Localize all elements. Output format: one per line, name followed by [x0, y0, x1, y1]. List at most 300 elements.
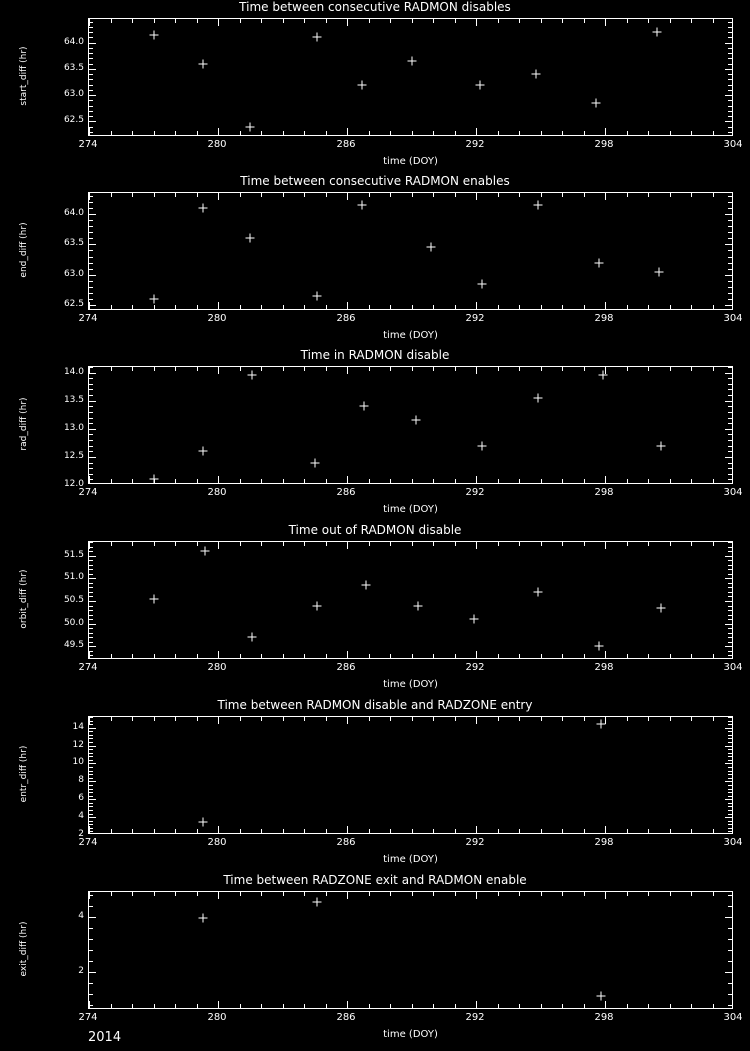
x-tick	[369, 367, 370, 371]
x-tick-label: 280	[207, 837, 227, 848]
y-tick	[89, 646, 96, 647]
y-tick	[89, 74, 93, 75]
y-tick	[728, 90, 732, 91]
y-tick	[728, 731, 732, 732]
y-tick	[728, 792, 732, 793]
y-tick	[89, 651, 93, 652]
x-tick	[175, 131, 176, 135]
y-tick	[89, 592, 93, 593]
y-tick	[89, 547, 93, 548]
y-tick	[728, 774, 732, 775]
x-tick	[175, 19, 176, 23]
x-tick-label: 292	[465, 487, 485, 498]
x-tick	[476, 1001, 477, 1008]
y-tick	[89, 100, 93, 101]
y-tick	[728, 756, 732, 757]
chart-title: Time between RADZONE exit and RADMON enable	[223, 873, 527, 887]
y-tick	[89, 994, 93, 995]
x-tick	[648, 542, 649, 546]
y-tick-label: 2	[78, 829, 84, 839]
data-point	[596, 992, 605, 1001]
y-tick	[89, 824, 93, 825]
x-tick	[455, 829, 456, 833]
x-tick	[326, 892, 327, 896]
x-tick	[154, 193, 155, 197]
x-tick	[476, 128, 477, 135]
x-tick	[197, 892, 198, 896]
y-tick	[728, 106, 732, 107]
x-tick	[562, 542, 563, 546]
y-tick	[728, 64, 732, 65]
y-tick	[728, 293, 732, 294]
y-tick	[728, 220, 732, 221]
x-tick	[476, 542, 477, 549]
y-tick	[89, 760, 93, 761]
x-tick	[326, 542, 327, 546]
x-tick	[691, 479, 692, 483]
x-tick	[713, 193, 714, 197]
x-tick	[455, 654, 456, 658]
x-tick	[347, 193, 348, 200]
x-tick	[390, 1004, 391, 1008]
data-point	[248, 371, 257, 380]
x-tick	[369, 892, 370, 896]
x-tick	[648, 892, 649, 896]
x-tick	[175, 654, 176, 658]
x-tick	[433, 19, 434, 23]
x-tick	[691, 654, 692, 658]
y-tick	[728, 53, 732, 54]
chart-title: Time between RADMON disable and RADZONE entry	[217, 698, 533, 712]
x-tick	[304, 131, 305, 135]
y-tick	[89, 624, 96, 625]
x-tick	[584, 1004, 585, 1008]
data-point	[476, 80, 485, 89]
y-tick-label: 50.5	[63, 595, 84, 605]
x-tick-label: 280	[207, 662, 227, 673]
x-tick	[390, 479, 391, 483]
x-tick	[111, 131, 112, 135]
y-tick	[89, 269, 93, 270]
y-tick	[89, 615, 93, 616]
x-tick	[455, 19, 456, 23]
x-tick	[347, 826, 348, 833]
x-tick	[605, 892, 606, 899]
x-tick	[218, 19, 219, 26]
x-tick	[605, 717, 606, 724]
x-tick	[283, 542, 284, 546]
x-tick	[283, 717, 284, 721]
y-tick	[728, 767, 732, 768]
x-tick	[605, 193, 606, 200]
y-tick	[89, 208, 93, 209]
x-tick	[347, 651, 348, 658]
x-tick	[261, 193, 262, 197]
y-tick	[89, 293, 93, 294]
plot-area	[88, 192, 733, 310]
x-tick	[562, 131, 563, 135]
x-tick	[455, 131, 456, 135]
x-tick	[713, 542, 714, 546]
x-tick	[347, 367, 348, 374]
x-tick	[455, 193, 456, 197]
x-tick	[412, 654, 413, 658]
y-tick	[89, 601, 96, 602]
y-tick	[89, 440, 93, 441]
y-tick	[728, 803, 732, 804]
y-tick	[89, 468, 93, 469]
x-tick	[584, 829, 585, 833]
x-tick	[347, 542, 348, 549]
x-tick	[562, 479, 563, 483]
x-tick	[648, 654, 649, 658]
y-tick	[89, 972, 96, 973]
data-point	[198, 914, 207, 923]
x-tick-label: 274	[78, 837, 98, 848]
x-tick	[691, 19, 692, 23]
x-tick	[519, 305, 520, 309]
x-tick	[584, 542, 585, 546]
y-tick	[728, 32, 732, 33]
y-tick	[89, 587, 93, 588]
x-tick	[648, 367, 649, 371]
data-point	[407, 56, 416, 65]
y-tick	[89, 738, 93, 739]
y-tick	[728, 742, 732, 743]
x-tick	[519, 479, 520, 483]
x-tick	[476, 826, 477, 833]
data-point	[594, 642, 603, 651]
x-tick	[476, 19, 477, 26]
y-tick	[728, 79, 732, 80]
x-tick	[584, 193, 585, 197]
y-tick	[89, 257, 93, 258]
y-tick	[728, 592, 732, 593]
x-tick	[519, 542, 520, 546]
x-tick	[369, 717, 370, 721]
x-tick	[326, 479, 327, 483]
x-tick	[670, 829, 671, 833]
x-tick	[111, 305, 112, 309]
x-tick	[261, 717, 262, 721]
y-tick	[89, 831, 93, 832]
x-tick	[648, 193, 649, 197]
x-axis-label: time (DOY)	[383, 854, 438, 865]
x-tick-label: 286	[336, 662, 356, 673]
chart-title: Time out of RADMON disable	[288, 523, 462, 537]
x-tick	[240, 542, 241, 546]
y-tick-label: 13.0	[63, 422, 84, 433]
y-tick	[728, 85, 732, 86]
x-tick	[369, 479, 370, 483]
x-tick	[132, 892, 133, 896]
y-tick	[728, 440, 732, 441]
x-tick	[691, 542, 692, 546]
x-tick	[132, 367, 133, 371]
y-tick	[89, 596, 93, 597]
x-tick	[326, 19, 327, 23]
x-tick	[369, 305, 370, 309]
x-tick	[175, 193, 176, 197]
y-tick	[89, 803, 93, 804]
x-tick	[627, 131, 628, 135]
x-tick	[519, 193, 520, 197]
x-tick	[132, 829, 133, 833]
y-tick	[89, 583, 93, 584]
x-tick	[412, 367, 413, 371]
x-tick	[541, 479, 542, 483]
x-tick	[476, 193, 477, 200]
x-tick	[218, 367, 219, 374]
x-tick	[541, 19, 542, 23]
x-tick-label: 274	[78, 487, 98, 498]
x-tick	[132, 193, 133, 197]
x-tick	[584, 479, 585, 483]
x-tick	[283, 19, 284, 23]
y-tick	[728, 418, 732, 419]
x-tick	[326, 717, 327, 721]
y-tick	[728, 796, 732, 797]
x-tick	[691, 367, 692, 371]
x-tick	[197, 1004, 198, 1008]
data-point	[358, 80, 367, 89]
x-tick	[240, 479, 241, 483]
y-tick	[728, 127, 732, 128]
y-tick	[89, 85, 93, 86]
y-tick-label: 63.5	[63, 238, 84, 249]
x-tick	[627, 829, 628, 833]
x-tick	[476, 367, 477, 374]
x-tick	[369, 829, 370, 833]
data-point	[312, 601, 321, 610]
y-tick	[725, 601, 732, 602]
y-tick	[725, 401, 732, 402]
y-axis-label: orbit_diff (hr)	[19, 569, 29, 629]
x-tick	[304, 1004, 305, 1008]
y-tick	[728, 463, 732, 464]
y-tick	[89, 606, 93, 607]
x-tick	[132, 131, 133, 135]
y-tick	[89, 22, 93, 23]
x-tick-label: 286	[336, 139, 356, 150]
y-tick	[728, 412, 732, 413]
x-tick	[498, 193, 499, 197]
x-tick	[175, 829, 176, 833]
y-tick	[728, 821, 732, 822]
y-tick	[89, 463, 93, 464]
x-tick-label: 304	[723, 837, 743, 848]
x-tick	[154, 717, 155, 721]
y-tick	[728, 378, 732, 379]
y-tick-label: 62.5	[63, 115, 84, 126]
x-tick	[347, 302, 348, 309]
chart-title: Time in RADMON disable	[300, 348, 450, 362]
y-tick	[728, 950, 732, 951]
x-tick	[562, 829, 563, 833]
y-tick	[725, 305, 732, 306]
y-tick	[89, 749, 93, 750]
y-axis-label: entr_diff (hr)	[19, 745, 29, 803]
x-tick	[240, 19, 241, 23]
x-axis-label: time (DOY)	[383, 679, 438, 690]
y-tick-label: 8	[78, 775, 84, 786]
y-tick	[89, 817, 96, 818]
x-tick	[498, 654, 499, 658]
y-tick	[89, 799, 96, 800]
data-point	[360, 402, 369, 411]
x-tick	[261, 1004, 262, 1008]
y-tick	[89, 756, 93, 757]
y-tick	[725, 578, 732, 579]
x-tick	[283, 131, 284, 135]
y-tick	[89, 774, 93, 775]
x-tick	[648, 19, 649, 23]
x-tick	[154, 1004, 155, 1008]
data-point	[596, 720, 605, 729]
x-tick	[713, 654, 714, 658]
y-tick	[89, 742, 93, 743]
y-tick	[728, 48, 732, 49]
y-tick-label: 49.5	[63, 640, 84, 651]
data-point	[198, 204, 207, 213]
y-tick-label: 51.5	[63, 549, 84, 560]
data-point	[201, 547, 210, 556]
y-tick-label: 62.5	[63, 298, 84, 309]
x-tick	[347, 128, 348, 135]
x-tick	[132, 654, 133, 658]
x-tick	[197, 305, 198, 309]
x-tick	[283, 829, 284, 833]
y-tick	[89, 628, 93, 629]
data-point	[532, 70, 541, 79]
y-tick	[728, 814, 732, 815]
x-tick	[476, 476, 477, 483]
x-tick	[412, 717, 413, 721]
x-tick	[519, 892, 520, 896]
x-tick	[369, 654, 370, 658]
plot-area	[88, 716, 733, 834]
x-tick	[304, 193, 305, 197]
y-tick	[728, 551, 732, 552]
y-tick	[728, 367, 732, 368]
x-tick	[605, 302, 606, 309]
x-tick	[261, 479, 262, 483]
y-tick	[725, 763, 732, 764]
x-tick	[670, 367, 671, 371]
y-tick	[89, 746, 96, 747]
y-tick	[89, 220, 93, 221]
x-tick	[111, 193, 112, 197]
x-tick	[218, 542, 219, 549]
x-tick	[369, 1004, 370, 1008]
x-tick	[197, 829, 198, 833]
x-tick	[541, 193, 542, 197]
y-tick	[728, 735, 732, 736]
y-tick	[89, 238, 93, 239]
y-tick	[89, 610, 93, 611]
y-tick	[728, 906, 732, 907]
x-tick	[197, 19, 198, 23]
y-tick	[728, 637, 732, 638]
x-tick-label: 292	[465, 837, 485, 848]
data-point	[413, 601, 422, 610]
y-tick	[728, 939, 732, 940]
x-tick	[390, 19, 391, 23]
y-tick	[725, 95, 732, 96]
y-tick	[89, 457, 96, 458]
y-tick	[725, 373, 732, 374]
x-tick	[154, 892, 155, 896]
y-tick	[89, 781, 96, 782]
y-tick	[89, 778, 93, 779]
y-tick	[728, 37, 732, 38]
y-tick	[89, 434, 93, 435]
data-point	[310, 458, 319, 467]
x-tick	[132, 1004, 133, 1008]
x-tick	[433, 193, 434, 197]
x-tick-label: 274	[78, 139, 98, 150]
y-tick	[728, 738, 732, 739]
x-tick-label: 298	[594, 139, 614, 150]
data-point	[248, 633, 257, 642]
y-tick	[728, 468, 732, 469]
x-tick	[197, 193, 198, 197]
y-tick	[728, 263, 732, 264]
y-tick	[89, 32, 93, 33]
x-tick-label: 274	[78, 662, 98, 673]
x-tick	[197, 131, 198, 135]
x-tick	[455, 717, 456, 721]
y-tick	[89, 43, 96, 44]
x-axis-label: time (DOY)	[383, 1029, 438, 1040]
y-tick	[728, 615, 732, 616]
y-tick	[89, 79, 93, 80]
x-tick	[562, 654, 563, 658]
y-tick	[89, 789, 93, 790]
x-tick-label: 298	[594, 1012, 614, 1023]
x-tick	[562, 305, 563, 309]
data-point	[149, 294, 158, 303]
x-tick	[670, 654, 671, 658]
x-tick	[175, 367, 176, 371]
x-tick	[498, 542, 499, 546]
x-tick	[218, 826, 219, 833]
x-tick	[218, 892, 219, 899]
x-tick	[240, 305, 241, 309]
y-tick	[89, 90, 93, 91]
x-tick	[132, 19, 133, 23]
y-tick	[89, 263, 93, 264]
x-tick-label: 292	[465, 662, 485, 673]
x-tick	[240, 367, 241, 371]
x-tick	[111, 1004, 112, 1008]
y-tick	[728, 565, 732, 566]
x-tick	[218, 476, 219, 483]
y-tick	[728, 560, 732, 561]
y-tick	[728, 596, 732, 597]
y-tick	[89, 406, 93, 407]
x-tick	[627, 542, 628, 546]
y-tick	[89, 378, 93, 379]
y-tick	[728, 651, 732, 652]
x-tick	[390, 542, 391, 546]
x-tick	[390, 131, 391, 135]
x-tick	[584, 305, 585, 309]
y-tick	[89, 373, 96, 374]
y-tick	[725, 457, 732, 458]
x-tick	[455, 479, 456, 483]
y-tick-label: 63.5	[63, 62, 84, 73]
